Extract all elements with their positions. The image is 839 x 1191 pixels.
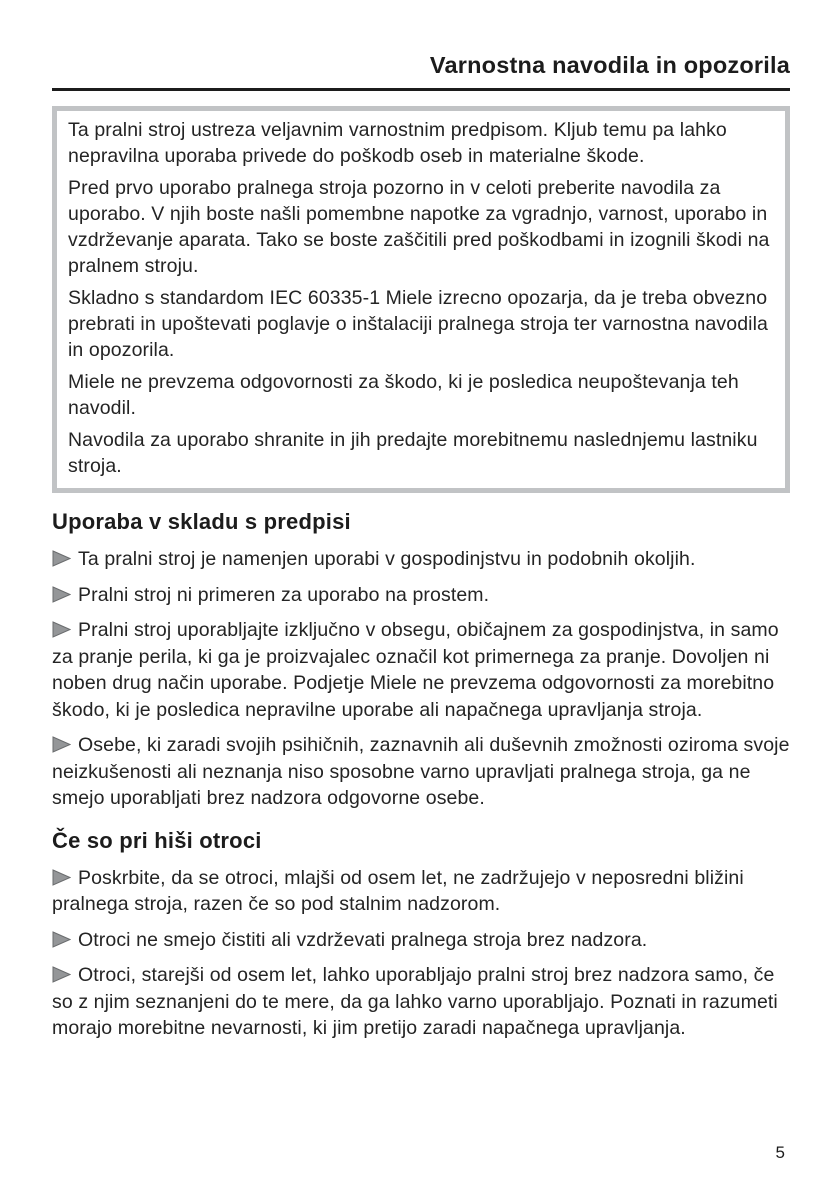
- intro-paragraph: Pred prvo uporabo pralnega stroja pozorno in v celoti preberite navodila za uporabo. V njih boste našli pomembne napotke za vgradnjo, varnost, uporabo in vzdrževanje aparata. Tako se boste zaščitili pred poškodbami in izognili škodi na pralnem stroju.: [68, 177, 770, 277]
- page-header: [52, 50, 790, 91]
- page-number: 5: [775, 1143, 785, 1162]
- intro-paragraph: Navodila za uporabo shranite in jih predajte morebitnemu naslednjemu lastniku stroja.: [68, 429, 758, 477]
- bullet-text: Osebe, ki zaradi svojih psihičnih, zaznavnih ali duševnih zmožnosti oziroma svoje neizkušenosti ali neznanja niso sposobne varno upravljati pralnega stroja, ga ne smejo uporabljati brez nadzora odgovorne osebe.: [52, 734, 790, 809]
- triangle-right-icon: [52, 966, 71, 983]
- intro-paragraph: Miele ne prevzema odgovornosti za škodo, ki je posledica neupoštevanja teh navodil.: [68, 371, 739, 419]
- intro-paragraph: Skladno s standardom IEC 60335-1 Miele izrecno opozarja, da je treba obvezno prebrati in upoštevati poglavje o inštalaciji pralnega stroja ter varnostna navodila in opozorila.: [68, 287, 768, 361]
- page-title: Varnostna navodila in opozorila: [429, 52, 790, 78]
- bullet-item: [52, 732, 790, 812]
- triangle-right-icon: [52, 586, 71, 603]
- bullet-text: Poskrbite, da se otroci, mlajši od osem let, ne zadržujejo v neposredni bližini pralnega stroja, razen če so pod stalnim nadzorom.: [52, 866, 744, 915]
- bullet-text: Otroci, starejši od osem let, lahko uporabljajo pralni stroj brez nadzora samo, če so z njim seznanjeni do te mere, da ga lahko varno uporabljajo. Poznati in razumeti morajo morebitne nevarnosti, ki jim pretijo zaradi napačnega upravljanja.: [52, 964, 778, 1039]
- intro-paragraph: Ta pralni stroj ustreza veljavnim varnostnim predpisom. Kljub temu pa lahko nepravilna uporaba privede do poškodb oseb in materialne škode.: [68, 119, 727, 167]
- bullet-item: [52, 617, 790, 723]
- triangle-right-icon: [52, 931, 71, 948]
- triangle-right-icon: [52, 869, 71, 886]
- bullet-text: Pralni stroj uporabljajte izključno v obsegu, običajnem za gospodinjstva, in samo za pranje perila, ki ga je proizvajalec označil kot primernega za pranje. Dovoljen ni noben drug način uporabe. Podjetje Miele ne prevzema odgovornosti za morebitno škodo, ki je posledica nepravilne uporabe ali napačnega upravljanja stroja.: [52, 619, 779, 721]
- section-heading: Če so pri hiši otroci: [52, 827, 262, 853]
- bullet-item: [52, 962, 790, 1042]
- bullet-item: [52, 865, 790, 918]
- page-footer: [776, 1143, 785, 1163]
- bullet-text: Pralni stroj ni primeren za uporabo na prostem.: [78, 583, 490, 606]
- section-intended-use: [52, 508, 790, 812]
- triangle-right-icon: [52, 550, 71, 567]
- bullet-item: [52, 927, 790, 954]
- section-heading: Uporaba v skladu s predpisi: [52, 509, 351, 534]
- bullet-item: [52, 546, 790, 573]
- header-rule: [52, 88, 790, 91]
- section-children-at-home: [52, 827, 790, 1042]
- triangle-right-icon: [52, 621, 71, 638]
- bullet-text: Otroci ne smejo čistiti ali vzdrževati pralnega stroja brez nadzora.: [78, 928, 648, 951]
- safety-intro-box: [52, 106, 790, 493]
- bullet-item: [52, 582, 790, 609]
- triangle-right-icon: [52, 736, 71, 753]
- bullet-text: Ta pralni stroj je namenjen uporabi v gospodinjstvu in podobnih okoljih.: [78, 548, 696, 570]
